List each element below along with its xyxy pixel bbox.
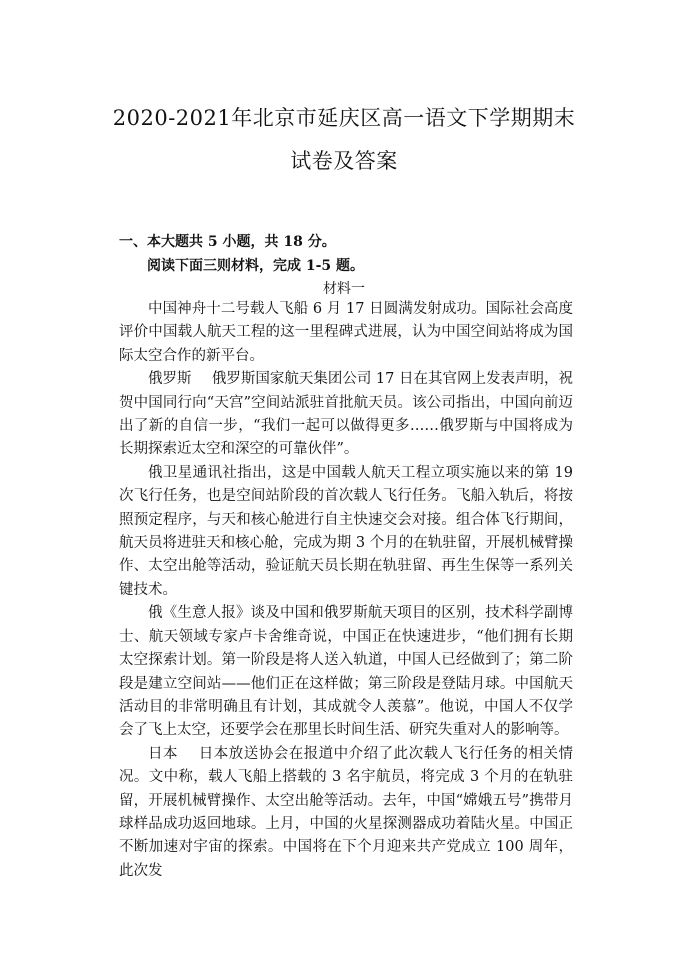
- paragraph-text: 俄罗斯国家航天集团公司 17 日在其官网上发表声明，祝贺中国同行向“天宫”空间站派驻首批航天员。该公司指出，中国向前迈出了新的自信一步，“我们一起可以做得更多……俄罗斯与中国将成为长期探索近太空和深空的可靠伙伴”。: [119, 371, 573, 458]
- paragraph: [119, 368, 573, 462]
- source-label: 日本: [148, 745, 178, 762]
- paragraph: [119, 298, 573, 368]
- reading-instruction: 阅读下面三则材料，完成 1-5 题。: [147, 258, 365, 274]
- material-body: [119, 298, 573, 878]
- document-title: 2020-2021年北京市延庆区高一语文下学期期末: [112, 106, 576, 130]
- paragraph: [119, 743, 573, 878]
- paragraph: [119, 602, 573, 742]
- paragraph-text: 日本放送协会在报道中介绍了此次载人飞行任务的相关情况。文中称，载人飞船上搭载的 3 名宇航员，将完成 3 个月的在轨驻留，开展机械臂操作、太空出舱等活动。去年，中国“嫦娥五号”携带月球样品成功返回地球。上月，中国的火星探测器成功着陆火星。中国正不断加速对宇宙的探索。中国将在下个月迎来共产党成立 100 周年，此次发: [119, 745, 573, 878]
- paragraph-text: 中国神舟十二号载人飞船 6 月 17 日圆满发射成功。国际社会高度评价中国载人航天工程的这一里程碑式进展，认为中国空间站将成为国际太空合作的新平台。: [119, 301, 573, 364]
- material-title: 材料一: [323, 281, 365, 297]
- paragraph-text: 俄卫星通讯社指出，这是中国载人航天工程立项实施以来的第 19 次飞行任务，也是空间站阶段的首次载人飞行任务。飞船入轨后，将按照预定程序，与天和核心舱进行自主快速交会对接。组合体飞行期间，航天员将进驻天和核心舱，完成为期 3 个月的在轨驻留，开展机械臂操作、太空出舱等活动，验证航天员长期在轨驻留、再生生保等一系列关键技术。: [119, 464, 573, 598]
- paragraph: [119, 462, 573, 602]
- source-label: 俄罗斯: [148, 371, 192, 388]
- paragraph-text: 俄《生意人报》谈及中国和俄罗斯航天项目的区别，技术科学副博士、航天领域专家卢卡舍维奇说，中国正在快速进步，“他们拥有长期太空探索计划。第一阶段是将人送入轨道，中国人已经做到了；第二阶段是建立空间站——他们正在这样做；第三阶段是登陆月球。中国航天活动目的非常明确且有计划，其成就令人羡慕”。他说，中国人不仅学会了飞上太空，还要学会在那里长时间生活、研究失重对人的影响等。: [119, 605, 573, 739]
- document-title-continued: 试卷及答案: [290, 149, 398, 173]
- section-heading: 一、本大题共 5 小题，共 18 分。: [119, 234, 336, 250]
